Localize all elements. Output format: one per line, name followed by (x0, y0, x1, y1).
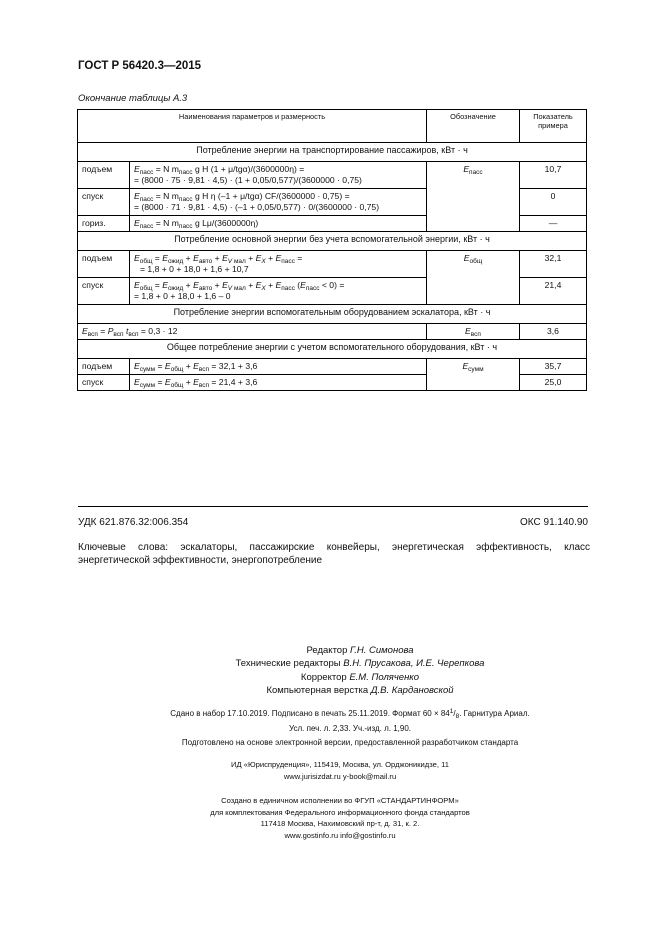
value-base-down: 21,4 (520, 278, 587, 305)
row-label-up: подъем (78, 251, 130, 278)
energy-table (77, 109, 587, 391)
section-passenger-transport: Потребление энергии на транспортирование пассажиров, кВт · ч (78, 143, 587, 162)
tech-editors-names: В.Н. Прусакова, И.Е. Черепкова (343, 658, 485, 670)
creator-info: Создано в единичном исполнении во ФГУП «СТАНДАРТИНФОРМ» для комплектования Федерального информационного фонда стандартов 117418 Москва, Нахимовский пр-т, д. 31, к. 2. www.gostinfo.ru info@gostinfo.ru (210, 796, 470, 840)
formula-total-up: $E_{сумм} = E_{общ} + E_{всп} = 32,1 + 3,6$ (130, 359, 427, 375)
value-aux: 3,6 (520, 324, 587, 340)
row-label-up: подъем (78, 359, 130, 375)
row-label-down: спуск (78, 278, 130, 305)
corrector-name: Е.М. Поляченко (349, 671, 420, 683)
value-pass-horiz: — (520, 216, 587, 232)
value-total-down: 25,0 (520, 375, 587, 391)
formula-total-down: $E_{сумм} = E_{общ} + E_{всп} = 21,4 + 3,6$ (130, 375, 427, 391)
formula-base-up: $E_{общ} = E_{ожид} + E_{авто} + E_{V мал} + E_X + E_{пасс}$ = = 1,8 + 0 + 18,0 + 1,6 + 10,7 (130, 251, 427, 278)
table-caption: Окончание таблицы А.3 (78, 93, 188, 104)
section-row (78, 340, 587, 359)
document-header: ГОСТ Р 56420.3—2015 (78, 60, 202, 72)
formula-pass-horiz: $E_{пасс} = N$ $m_{пасс}$ g Lμ/(3600000η) (130, 216, 427, 232)
table-row (78, 359, 587, 375)
section-divider (78, 506, 588, 507)
value-pass-down: 0 (520, 189, 587, 216)
value-total-up: 35,7 (520, 359, 587, 375)
row-label-down: спуск (78, 189, 130, 216)
section-row (78, 143, 587, 162)
print-info: Сдано в набор 17.10.2019. Подписано в печать 25.11.2019. Формат $60 \times 84^1/_8$. Гарнитура Ариал. Усл. печ. л. 2,33. Уч.-изд. л. 1,90. Подготовлено на основе электронной версии, предоставленной разработчиком стандарта (170, 708, 530, 747)
value-base-up: 32,1 (520, 251, 587, 278)
row-label-down: спуск (78, 375, 130, 391)
formula-pass-down: $E_{пасс} = N$ $m_{пасс}$ g H η (–1 + μ/tgα) CF/(3600000 · 0,75) = = (8000 · 71 · 9,81 · 4,5) · (–1 + 0,05/0,577) · 0/(3600000 · 0,75) (130, 189, 427, 216)
row-label-horiz: гориз. (78, 216, 130, 232)
udk-code: УДК 621.876.32:006.354 (78, 517, 189, 528)
symbol-e-total-base: $E_{общ}$ (427, 251, 520, 305)
section-base-energy: Потребление основной энергии без учета вспомогательной энергии, кВт · ч (78, 232, 587, 251)
row-label-up: подъем (78, 162, 130, 189)
column-header-value: Показатель примера (520, 110, 587, 143)
table-header-row (78, 110, 587, 143)
oks-code: ОКС 91.140.90 (520, 517, 588, 528)
table-row (78, 251, 587, 278)
value-pass-up: 10,7 (520, 162, 587, 189)
editor-name: Г.Н. Симонова (350, 645, 414, 656)
section-total-energy: Общее потребление энергии с учетом вспомогательного оборудования, кВт · ч (78, 340, 587, 359)
editorial-staff: Редактор Г.Н. Симонова Технические редакторы В.Н. Прусакова, И.Е. Черепкова Корректор Е.М. Поляченко Компьютерная верстка Д.В. Кардановской (235, 645, 485, 697)
column-header-symbol: Обозначение (427, 110, 520, 143)
table-row (78, 162, 587, 189)
publisher-info: ИД «Юриспруденция», 115419, Москва, ул. Орджоникидзе, 11 www.jurisizdat.ru y-book@mail.ru (231, 760, 449, 781)
formula-pass-up: $E_{пасс} = N$ $m_{пасс}$ g H (1 + μ/tgα)/(3600000η) = = (8000 · 75 · 9,81 · 4,5) · (1 + 0,05/0,577)/(3600000 · 0,75) (130, 162, 427, 189)
layout-name: Д.В. Кардановской (370, 685, 454, 697)
symbol-e-sum: $E_{сумм}$ (427, 359, 520, 391)
section-aux-energy: Потребление энергии вспомогательным оборудованием эскалатора, кВт · ч (78, 305, 587, 324)
formula-base-down: $E_{общ} = E_{ожид} + E_{авто} + E_{V мал} + E_X + E_{пасс}$ $(E_{пасс} < 0)$ = = 1,8 + 0 + 18,0 + 1,6 – 0 (130, 278, 427, 305)
section-row (78, 232, 587, 251)
table-row (78, 324, 587, 340)
symbol-e-pass: $E_{пасс}$ (427, 162, 520, 232)
symbol-e-aux: $E_{всп}$ (427, 324, 520, 340)
section-row (78, 305, 587, 324)
column-header-params: Наименования параметров и размерность (78, 110, 427, 143)
keywords: Ключевые слова: эскалаторы, пассажирские конвейеры, энергетическая эффективность, класс энергетической эффективности, энергопотребление (78, 542, 590, 566)
formula-aux: $E_{всп} = P_{всп}$ $t_{всп} = 0,3 \cdot 12$ (78, 324, 427, 340)
